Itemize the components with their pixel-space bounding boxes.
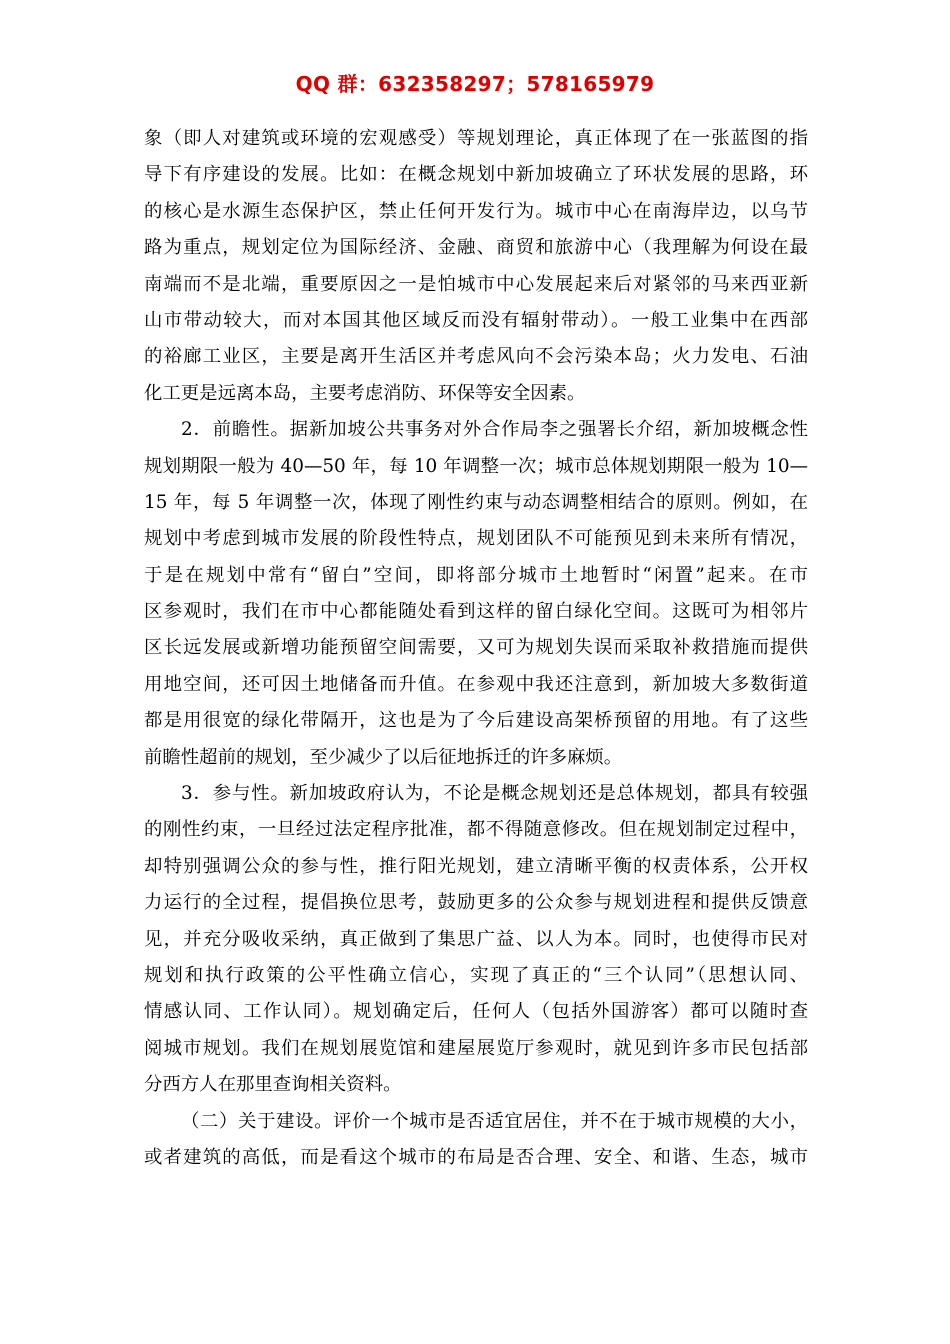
document-body (144, 121, 808, 1176)
paragraph-construction-start: （二）关于建设。评价一个城市是否适宜居住，并不在于城市规模的大小， (181, 1110, 808, 1132)
text-line: 用地空间，还可因土地储备而升值。在参观中我还注意到，新加坡大多数街道 (144, 673, 808, 695)
text-line: 力运行的全过程，提倡换位思考，鼓励更多的公众参与规划进程和提供反馈意 (144, 892, 808, 914)
text-line: 规划期限一般为 40—50 年，每 10 年调整一次；城市总体规划期限一般为 10— (144, 455, 808, 477)
text-line: 路为重点，规划定位为国际经济、金融、商贸和旅游中心（我理解为何设在最 (144, 237, 808, 259)
text-line: 南端而不是北端，重要原因之一是怕城市中心发展起来后对紧邻的马来西亚新 (144, 273, 808, 295)
text-line: 见，并充分吸收采纳，真正做到了集思广益、以人为本。同时，也使得市民对 (144, 928, 808, 950)
text-line: 的裕廊工业区，主要是离开生活区并考虑风向不会污染本岛；火力发电、石油 (144, 346, 808, 368)
text-line: 规划和执行政策的公平性确立信心，实现了真正的“三个认同”（思想认同、 (144, 964, 808, 986)
qq-group-header: QQ 群：632358297；578165979 (295, 72, 655, 96)
text-line: 区长远发展或新增功能预留空间需要，又可为规划失误而采取补救措施而提供 (144, 637, 808, 659)
text-line: 的核心是水源生态保护区，禁止任何开发行为。城市中心在南海岸边，以乌节 (144, 200, 808, 222)
text-line: 分西方人在那里查询相关资料。 (144, 1074, 402, 1096)
text-line: 情感认同、工作认同）。规划确定后，任何人（包括外国游客）都可以随时查 (144, 1001, 808, 1023)
text-line: 化工更是远离本岛，主要考虑消防、环保等安全因素。 (144, 382, 586, 404)
text-line: 于是在规划中常有“留白”空间，即将部分城市土地暂时“闲置”起来。在市 (144, 564, 808, 586)
text-line: 前瞻性超前的规划，至少减少了以后征地拆迁的许多麻烦。 (144, 746, 623, 768)
text-line: 规划中考虑到城市发展的阶段性特点，规划团队不可能预见到未来所有情况， (144, 528, 808, 550)
paragraph-forward-looking-start: 2．前瞻性。据新加坡公共事务对外合作局李之强署长介绍，新加坡概念性 (181, 419, 808, 441)
text-line: 的刚性约束，一旦经过法定程序批准，都不得随意修改。但在规划制定过程中， (144, 819, 808, 841)
text-line: 山市带动较大，而对本国其他区域反而没有辐射带动）。一般工业集中在西部 (144, 309, 808, 331)
text-line: 15 年，每 5 年调整一次，体现了刚性约束与动态调整相结合的原则。例如，在 (144, 491, 808, 513)
text-line: 或者建筑的高低，而是看这个城市的布局是否合理、安全、和谐、生态，城市 (144, 1146, 808, 1168)
text-line: 却特别强调公众的参与性，推行阳光规划，建立清晰平衡的权责体系，公开权 (144, 855, 808, 877)
text-line: 都是用很宽的绿化带隔开，这也是为了今后建设高架桥预留的用地。有了这些 (144, 710, 808, 732)
text-line: 导下有序建设的发展。比如：在概念规划中新加坡确立了环状发展的思路，环 (144, 164, 808, 186)
text-line: 象（即人对建筑或环境的宏观感受）等规划理论，真正体现了在一张蓝图的指 (144, 128, 808, 149)
text-line: 阅城市规划。我们在规划展览馆和建屋展览厅参观时，就见到许多市民包括部 (144, 1037, 808, 1059)
text-line: 区参观时，我们在市中心都能随处看到这样的留白绿化空间。这既可为相邻片 (144, 601, 808, 623)
paragraph-participation-start: 3．参与性。新加坡政府认为，不论是概念规划还是总体规划，都具有较强 (181, 783, 808, 805)
